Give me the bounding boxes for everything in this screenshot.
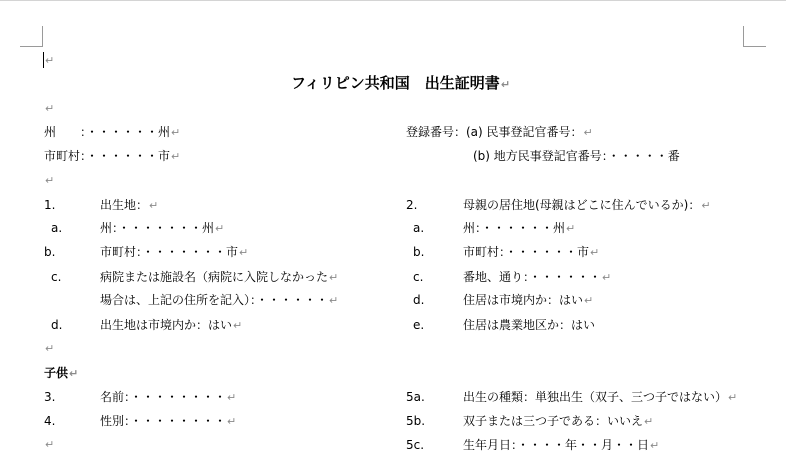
- child-item-text: 双子または三つ子である：いいえ↵: [463, 414, 654, 428]
- left-item-num: b.: [44, 245, 56, 259]
- child-item-text: 出生の種類：単独出生（双子、三つ子ではない）↵: [463, 390, 738, 404]
- header-city: 市町村：・・・・・・市↵: [44, 149, 181, 163]
- registration-number: 登録番号：(a) 民事登記官番号：↵: [406, 125, 593, 139]
- pilcrow: ↵: [45, 438, 55, 451]
- pilcrow: ↵: [45, 54, 55, 67]
- crop-mark-top-right: [743, 26, 744, 46]
- right-item-text: 住居は市境内か：はい↵: [463, 293, 594, 307]
- left-item-text: 病院または施設名（病院に入院しなかった↵: [100, 270, 339, 284]
- child-item-text: 名前：・・・・・・・・↵: [100, 390, 237, 404]
- right-item-text: 州：・・・・・・州↵: [463, 221, 576, 235]
- child-item-num: 4.: [44, 414, 56, 428]
- page-top-border: [0, 0, 786, 1]
- left-item-text: 出生地は市境内か：はい↵: [100, 318, 243, 332]
- pilcrow: ↵: [45, 174, 55, 187]
- right-item-text: 住居は農業地区か：はい: [463, 318, 596, 332]
- child-item-num: 5b.: [406, 414, 426, 428]
- right-item-text: 母親の居住地(母親はどこに住んでいるか)：↵: [463, 198, 711, 212]
- crop-mark-top-right-h: [743, 46, 766, 47]
- left-item-text: 出生地：↵: [100, 198, 159, 212]
- pilcrow: ↵: [45, 102, 55, 115]
- left-item-text: 市町村：・・・・・・・市↵: [100, 245, 249, 259]
- left-item-num: c.: [51, 270, 62, 284]
- right-item-num: d.: [413, 293, 425, 307]
- registration-number-b: (b) 地方民事登記官番号：・・・・・番: [473, 149, 680, 163]
- left-item-num: d.: [51, 318, 63, 332]
- child-item-num: 5a.: [406, 390, 425, 404]
- right-item-text: 番地、通り：・・・・・・↵: [463, 270, 612, 284]
- child-heading: 子供↵: [44, 366, 79, 380]
- child-item-text: 性別：・・・・・・・・↵: [100, 414, 237, 428]
- right-item-num: b.: [413, 245, 425, 259]
- child-item-text: 生年月日：・・・・年・・月・・日↵: [463, 438, 660, 452]
- child-item-num: 5c.: [406, 438, 425, 452]
- left-item-text: 州：・・・・・・・州↵: [100, 221, 225, 235]
- left-item-text: 場合は、上記の住所を記入）：・・・・・・↵: [100, 293, 339, 307]
- right-item-num: c.: [413, 270, 424, 284]
- right-item-num: a.: [413, 221, 425, 235]
- text-cursor: [43, 52, 44, 68]
- crop-mark-top-left-h: [20, 46, 43, 47]
- right-item-text: 市町村：・・・・・・市↵: [463, 245, 600, 259]
- document-title: フィリピン共和国 出生証明書↵: [291, 74, 511, 92]
- crop-mark-top-left: [42, 26, 43, 46]
- header-province: 州 ：・・・・・・州↵: [44, 125, 181, 139]
- right-item-num: e.: [413, 318, 425, 332]
- right-item-num: 2.: [406, 198, 418, 212]
- left-item-num: a.: [51, 221, 63, 235]
- left-item-num: 1.: [44, 198, 56, 212]
- pilcrow: ↵: [45, 342, 55, 355]
- child-item-num: 3.: [44, 390, 56, 404]
